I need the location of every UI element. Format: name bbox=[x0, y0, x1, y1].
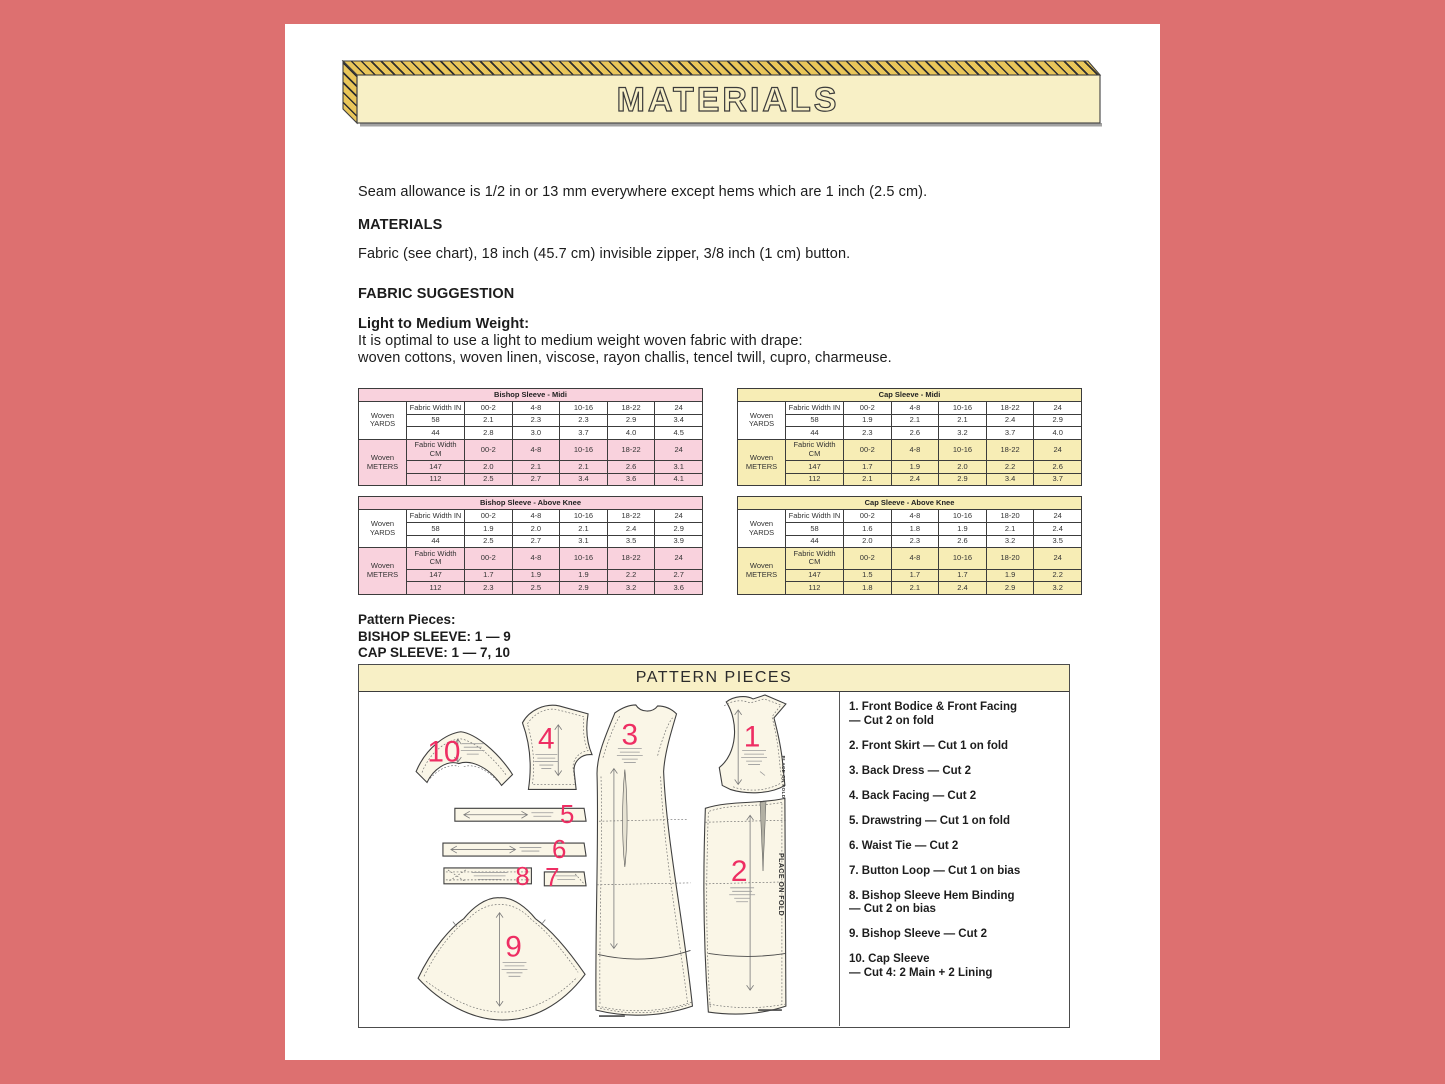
table-cell: 2.5 bbox=[465, 535, 513, 548]
table-cell: 2.9 bbox=[607, 414, 655, 427]
table-cell: 00-2 bbox=[844, 510, 892, 523]
place-on-fold-label: PLACE ON FOLD bbox=[780, 755, 786, 799]
table-title: Cap Sleeve - Midi bbox=[738, 389, 1082, 402]
pattern-piece-4 bbox=[522, 705, 592, 789]
table-cell: 58 bbox=[786, 523, 844, 536]
table-cell: 2.4 bbox=[607, 523, 655, 536]
table-cell: 24 bbox=[655, 510, 703, 523]
table-cell: 3.2 bbox=[1034, 582, 1082, 595]
table-cell: 2.6 bbox=[607, 461, 655, 474]
table-cell: 4-8 bbox=[891, 510, 939, 523]
table-cell: 4-8 bbox=[891, 439, 939, 460]
table-cell: 18-22 bbox=[607, 402, 655, 415]
table-cell: 112 bbox=[786, 473, 844, 486]
table-cell: 2.6 bbox=[1034, 461, 1082, 474]
pattern-piece-list-item: 5. Drawstring — Cut 1 on fold bbox=[849, 814, 1011, 827]
table-cell: 1.9 bbox=[465, 523, 513, 536]
pattern-piece-list-item: 7. Button Loop — Cut 1 on bias bbox=[849, 864, 1021, 877]
table-cell: 3.5 bbox=[1034, 535, 1082, 548]
table-cell: 2.5 bbox=[465, 473, 513, 486]
pattern-piece-list-item: 8. Bishop Sleeve Hem Binding — Cut 2 on bias bbox=[849, 889, 1015, 915]
table-cell: 00-2 bbox=[844, 439, 892, 460]
table-cell: 1.7 bbox=[891, 569, 939, 582]
materials-text: Fabric (see chart), 18 inch (45.7 cm) invisible zipper, 3/8 inch (1 cm) button. bbox=[358, 246, 851, 262]
table-cell: 2.1 bbox=[844, 473, 892, 486]
table-title: Bishop Sleeve - Above Knee bbox=[359, 497, 703, 510]
pattern-pieces-banner: PATTERN PIECES bbox=[359, 665, 1069, 692]
table-cell: 2.9 bbox=[939, 473, 987, 486]
table-cell: 1.7 bbox=[844, 461, 892, 474]
table-cell: 1.9 bbox=[512, 569, 560, 582]
table-cell: 2.0 bbox=[939, 461, 987, 474]
table-cell: 3.7 bbox=[560, 427, 608, 440]
piece-number-10: 10 bbox=[427, 735, 461, 769]
table-cell: 2.7 bbox=[512, 535, 560, 548]
pattern-pieces-diagram bbox=[359, 692, 839, 1026]
table-cell: 147 bbox=[786, 461, 844, 474]
table-cell: 00-2 bbox=[844, 402, 892, 415]
table-cell: 44 bbox=[786, 427, 844, 440]
table-cell: 1.6 bbox=[844, 523, 892, 536]
table-cell: 2.4 bbox=[891, 473, 939, 486]
table-cell: 24 bbox=[1034, 510, 1082, 523]
table-cell: 1.8 bbox=[891, 523, 939, 536]
table-cell: 10-16 bbox=[939, 510, 987, 523]
table-cell: 10-16 bbox=[939, 548, 987, 569]
table-cell: 2.6 bbox=[891, 427, 939, 440]
table-cell: 4-8 bbox=[891, 548, 939, 569]
piece-number-7: 7 bbox=[545, 863, 560, 892]
table-cell: 2.3 bbox=[512, 414, 560, 427]
banner-title: MATERIALS bbox=[616, 81, 840, 119]
table-cell: 24 bbox=[655, 402, 703, 415]
table-cell: 1.9 bbox=[844, 414, 892, 427]
pattern-pieces-box bbox=[358, 664, 1070, 1028]
note-bishop: BISHOP SLEEVE: 1 — 9 bbox=[358, 628, 511, 644]
table-cell: 4-8 bbox=[512, 439, 560, 460]
table-cell: 3.7 bbox=[986, 427, 1034, 440]
table-cell: 2.6 bbox=[939, 535, 987, 548]
table-cell: 1.9 bbox=[986, 569, 1034, 582]
table-cell: Fabric Width IN bbox=[407, 510, 465, 523]
piece-number-1: 1 bbox=[743, 720, 761, 754]
table-cell: 10-16 bbox=[560, 402, 608, 415]
table-cell: 2.1 bbox=[560, 523, 608, 536]
table-cell: 3.6 bbox=[607, 473, 655, 486]
table-cell: 1.8 bbox=[844, 582, 892, 595]
table-cell: 2.8 bbox=[465, 427, 513, 440]
piece-number-5: 5 bbox=[560, 801, 575, 830]
table-cell: 2.3 bbox=[465, 582, 513, 595]
table-cell: 2.1 bbox=[891, 414, 939, 427]
row-group-label: Woven METERS bbox=[359, 439, 407, 486]
table-cell: 2.4 bbox=[1034, 523, 1082, 536]
table-cell: 2.3 bbox=[844, 427, 892, 440]
table-cell: 3.6 bbox=[655, 582, 703, 595]
fabric-tables-grid bbox=[358, 388, 1082, 595]
pattern-pieces-list bbox=[840, 692, 1069, 1026]
table-cell: 3.7 bbox=[1034, 473, 1082, 486]
table-cell: 2.1 bbox=[512, 461, 560, 474]
table-cell: 2.0 bbox=[512, 523, 560, 536]
row-group-label: Woven YARDS bbox=[738, 510, 786, 548]
fabric-table-cap-above-knee bbox=[737, 496, 1082, 594]
table-cell: 00-2 bbox=[844, 548, 892, 569]
table-cell: 1.9 bbox=[939, 523, 987, 536]
table-cell: 24 bbox=[655, 439, 703, 460]
table-cell: 44 bbox=[786, 535, 844, 548]
piece-number-6: 6 bbox=[552, 836, 567, 865]
fabric-table-cap-midi bbox=[737, 388, 1082, 486]
fabric-suggestion-block bbox=[358, 316, 892, 367]
table-cell: Fabric Width IN bbox=[407, 402, 465, 415]
table-cell: 24 bbox=[1034, 439, 1082, 460]
table-cell: 2.7 bbox=[512, 473, 560, 486]
note-cap: CAP SLEEVE: 1 — 7, 10 bbox=[358, 645, 511, 660]
table-cell: 18-22 bbox=[986, 439, 1034, 460]
table-cell: 3.5 bbox=[607, 535, 655, 548]
pattern-piece-2 bbox=[704, 798, 786, 1014]
table-cell: 24 bbox=[1034, 548, 1082, 569]
table-cell: 2.5 bbox=[512, 582, 560, 595]
pattern-piece-list-item: 1. Front Bodice & Front Facing — Cut 2 on fold bbox=[849, 701, 1018, 727]
table-cell: Fabric Width IN bbox=[786, 402, 844, 415]
table-cell: 112 bbox=[786, 582, 844, 595]
table-cell: 3.0 bbox=[512, 427, 560, 440]
pattern-piece-list-item: 10. Cap Sleeve — Cut 4: 2 Main + 2 Lining bbox=[849, 953, 993, 979]
table-cell: 10-16 bbox=[939, 402, 987, 415]
table-cell: Fabric Width CM bbox=[407, 548, 465, 569]
pattern-pieces-body bbox=[359, 692, 1069, 1026]
pattern-piece-list-item: 6. Waist Tie — Cut 2 bbox=[849, 839, 959, 852]
table-cell: 2.1 bbox=[986, 523, 1034, 536]
table-cell: 10-16 bbox=[560, 439, 608, 460]
table-cell: 4-8 bbox=[512, 402, 560, 415]
table-cell: Fabric Width CM bbox=[407, 439, 465, 460]
table-cell: 2.1 bbox=[465, 414, 513, 427]
table-cell: 3.2 bbox=[939, 427, 987, 440]
table-cell: Fabric Width CM bbox=[786, 548, 844, 569]
row-group-label: Woven YARDS bbox=[738, 402, 786, 440]
table-cell: 58 bbox=[786, 414, 844, 427]
document-page bbox=[285, 24, 1160, 1060]
table-cell: 112 bbox=[407, 473, 465, 486]
pattern-piece-9 bbox=[418, 898, 585, 1020]
table-cell: 2.2 bbox=[986, 461, 1034, 474]
table-cell: 24 bbox=[655, 548, 703, 569]
piece-number-8: 8 bbox=[515, 862, 530, 891]
piece-number-4: 4 bbox=[538, 722, 555, 756]
table-cell: 147 bbox=[407, 569, 465, 582]
table-cell: 4.5 bbox=[655, 427, 703, 440]
pattern-pieces-note bbox=[358, 612, 511, 662]
table-cell: 44 bbox=[407, 535, 465, 548]
table-cell: 2.9 bbox=[655, 523, 703, 536]
fabric-weight-heading: Light to Medium Weight: bbox=[358, 316, 530, 332]
table-cell: 2.0 bbox=[465, 461, 513, 474]
table-cell: 112 bbox=[407, 582, 465, 595]
row-group-label: Woven YARDS bbox=[359, 510, 407, 548]
table-cell: 2.1 bbox=[560, 461, 608, 474]
pattern-piece-list-item: 9. Bishop Sleeve — Cut 2 bbox=[849, 928, 988, 940]
table-cell: 2.4 bbox=[986, 414, 1034, 427]
table-cell: Fabric Width CM bbox=[786, 439, 844, 460]
table-cell: Fabric Width IN bbox=[786, 510, 844, 523]
table-cell: 4.0 bbox=[607, 427, 655, 440]
banner-face-art bbox=[340, 60, 1104, 130]
pattern-piece-list-item: 2. Front Skirt — Cut 1 on fold bbox=[849, 739, 1009, 752]
piece-number-9: 9 bbox=[505, 930, 522, 964]
table-cell: 1.9 bbox=[560, 569, 608, 582]
table-cell: 1.5 bbox=[844, 569, 892, 582]
table-cell: 1.9 bbox=[891, 461, 939, 474]
table-cell: 4-8 bbox=[512, 510, 560, 523]
table-cell: 18-22 bbox=[607, 548, 655, 569]
table-cell: 4.1 bbox=[655, 473, 703, 486]
table-cell: 3.1 bbox=[655, 461, 703, 474]
table-cell: 147 bbox=[786, 569, 844, 582]
table-cell: 4-8 bbox=[891, 402, 939, 415]
table-cell: 00-2 bbox=[465, 402, 513, 415]
table-cell: 18-20 bbox=[986, 510, 1034, 523]
table-title: Cap Sleeve - Above Knee bbox=[738, 497, 1082, 510]
table-cell: 18-22 bbox=[986, 402, 1034, 415]
table-cell: 2.9 bbox=[986, 582, 1034, 595]
row-group-label: Woven METERS bbox=[738, 548, 786, 595]
banner-top-edge bbox=[343, 61, 1100, 75]
note-heading: Pattern Pieces: bbox=[358, 612, 456, 627]
table-cell: 00-2 bbox=[465, 510, 513, 523]
table-cell: 2.2 bbox=[607, 569, 655, 582]
table-cell: 10-16 bbox=[939, 439, 987, 460]
table-cell: 58 bbox=[407, 414, 465, 427]
pattern-piece-3 bbox=[596, 705, 693, 1016]
table-cell: 18-22 bbox=[607, 510, 655, 523]
table-cell: 58 bbox=[407, 523, 465, 536]
materials-heading: MATERIALS bbox=[358, 217, 443, 233]
table-cell: 4-8 bbox=[512, 548, 560, 569]
seam-allowance-text: Seam allowance is 1/2 in or 13 mm everywhere except hems which are 1 inch (2.5 cm). bbox=[358, 184, 928, 200]
table-cell: 2.2 bbox=[1034, 569, 1082, 582]
table-cell: 3.4 bbox=[655, 414, 703, 427]
fabric-table-bishop-above-knee bbox=[358, 496, 703, 594]
table-cell: 10-16 bbox=[560, 510, 608, 523]
materials-banner bbox=[340, 60, 1104, 130]
place-on-fold-label: PLACE ON FOLD bbox=[776, 853, 784, 917]
table-cell: 2.9 bbox=[560, 582, 608, 595]
row-group-label: Woven METERS bbox=[359, 548, 407, 595]
table-cell: 2.3 bbox=[891, 535, 939, 548]
table-cell: 2.4 bbox=[939, 582, 987, 595]
table-cell: 44 bbox=[407, 427, 465, 440]
table-cell: 3.1 bbox=[560, 535, 608, 548]
fabric-suggestion-heading: FABRIC SUGGESTION bbox=[358, 286, 515, 302]
fabric-table-bishop-midi bbox=[358, 388, 703, 486]
table-title: Bishop Sleeve - Midi bbox=[359, 389, 703, 402]
table-cell: 24 bbox=[1034, 402, 1082, 415]
table-cell: 4.0 bbox=[1034, 427, 1082, 440]
fabric-weight-line2: woven cottons, woven linen, viscose, rayon challis, tencel twill, cupro, charmeuse. bbox=[358, 350, 892, 366]
piece-number-3: 3 bbox=[621, 718, 639, 752]
table-cell: 18-20 bbox=[986, 548, 1034, 569]
table-cell: 147 bbox=[407, 461, 465, 474]
pattern-piece-list-item: 4. Back Facing — Cut 2 bbox=[849, 789, 977, 802]
table-cell: 2.3 bbox=[560, 414, 608, 427]
row-group-label: Woven METERS bbox=[738, 439, 786, 486]
table-cell: 3.9 bbox=[655, 535, 703, 548]
table-cell: 2.9 bbox=[1034, 414, 1082, 427]
table-cell: 2.1 bbox=[891, 582, 939, 595]
table-cell: 1.7 bbox=[465, 569, 513, 582]
row-group-label: Woven YARDS bbox=[359, 402, 407, 440]
table-cell: 3.2 bbox=[607, 582, 655, 595]
table-cell: 3.2 bbox=[986, 535, 1034, 548]
table-cell: 3.4 bbox=[560, 473, 608, 486]
table-cell: 2.1 bbox=[939, 414, 987, 427]
fabric-weight-line1: It is optimal to use a light to medium weight woven fabric with drape: bbox=[358, 333, 803, 349]
pattern-piece-list-item: 3. Back Dress — Cut 2 bbox=[849, 764, 972, 777]
table-cell: 3.4 bbox=[986, 473, 1034, 486]
table-cell: 00-2 bbox=[465, 548, 513, 569]
table-cell: 2.0 bbox=[844, 535, 892, 548]
piece-number-2: 2 bbox=[730, 854, 748, 888]
table-cell: 18-22 bbox=[607, 439, 655, 460]
table-cell: 1.7 bbox=[939, 569, 987, 582]
table-cell: 2.7 bbox=[655, 569, 703, 582]
table-cell: 00-2 bbox=[465, 439, 513, 460]
banner-left-edge bbox=[343, 61, 357, 123]
table-cell: 10-16 bbox=[560, 548, 608, 569]
